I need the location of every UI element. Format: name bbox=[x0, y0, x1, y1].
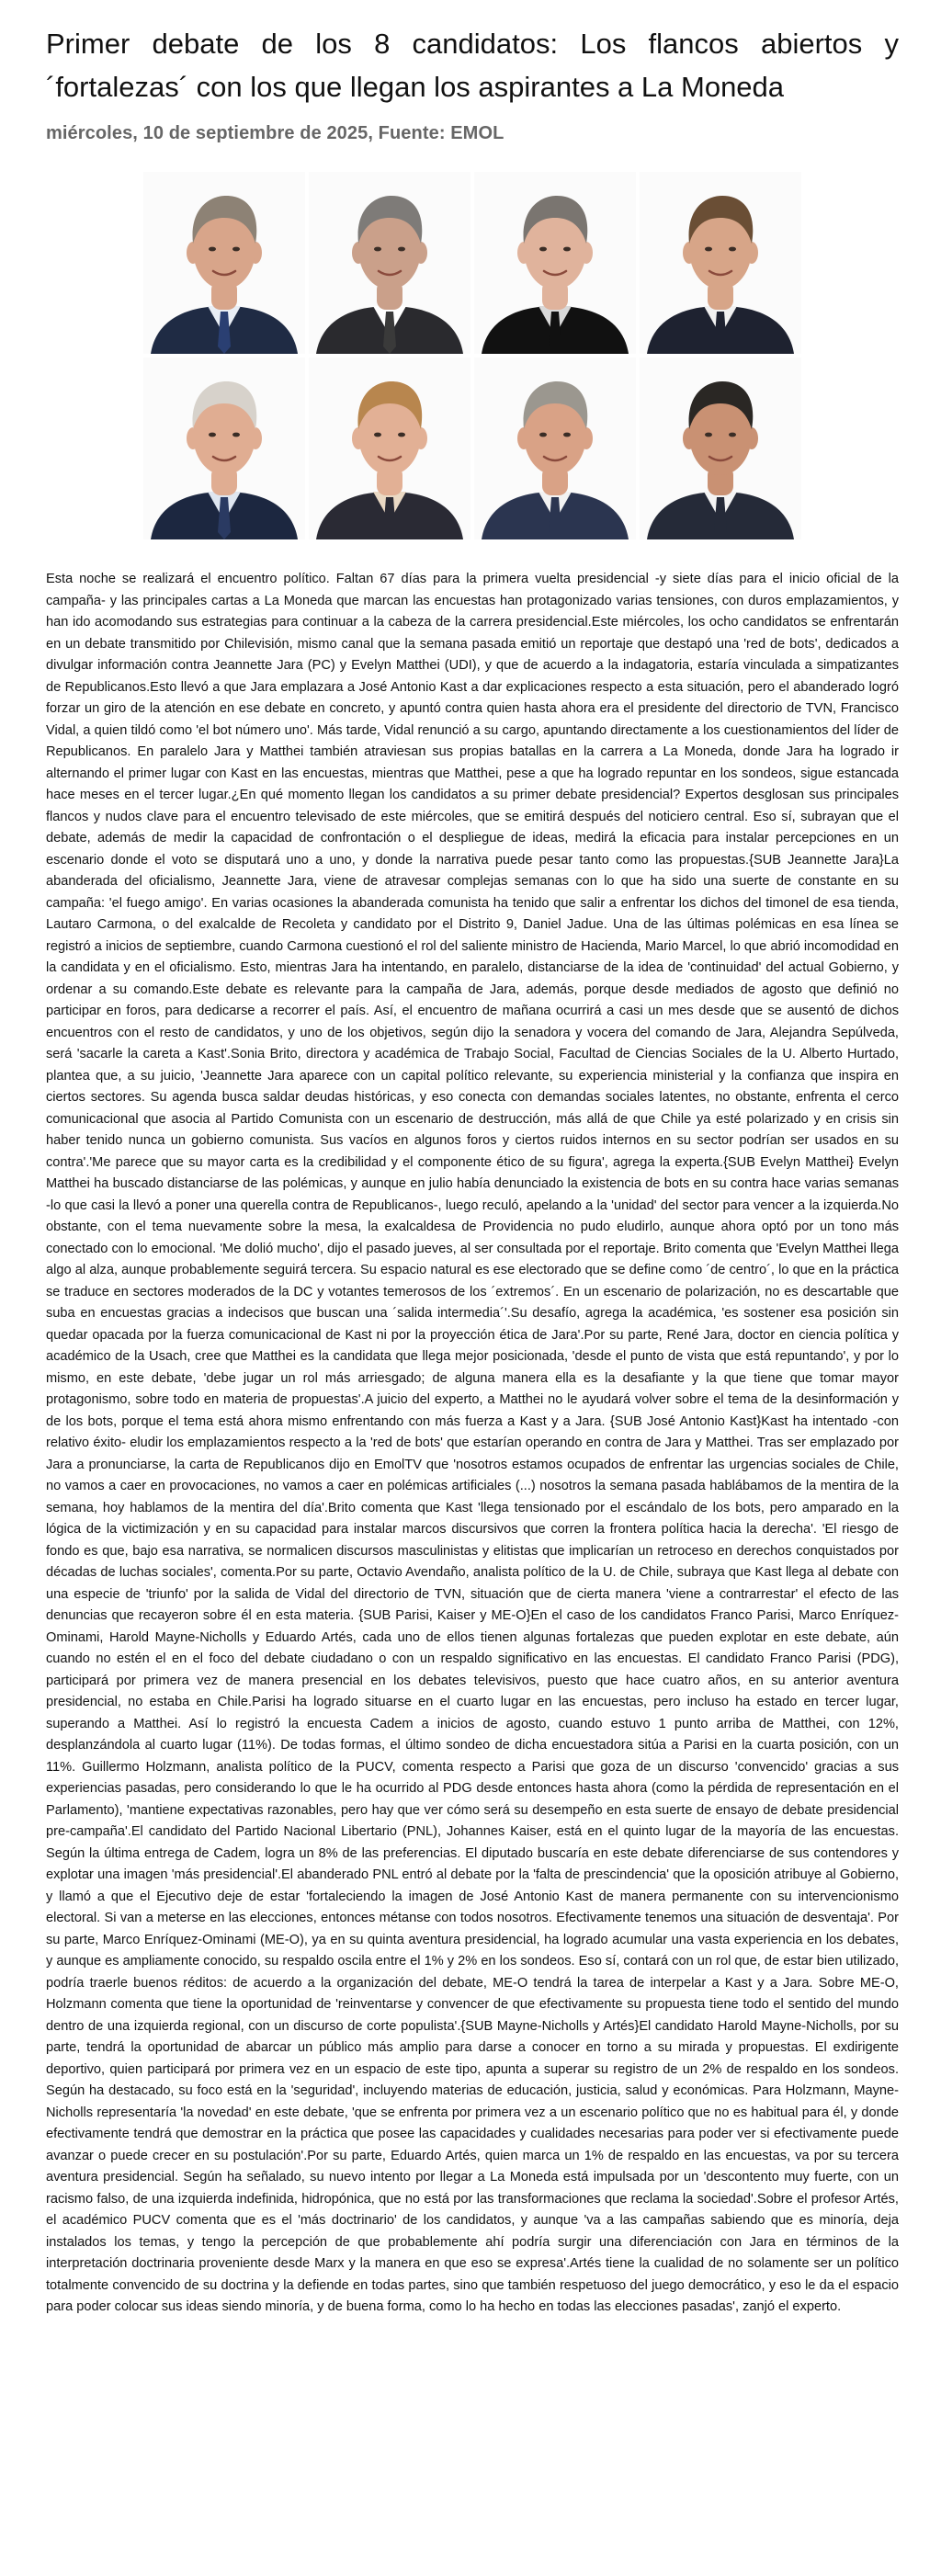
candidate-photo-2 bbox=[309, 172, 470, 354]
eye-shape bbox=[563, 247, 571, 252]
article-date-source: miércoles, 10 de septiembre de 2025, Fuente: EMOL bbox=[46, 123, 505, 143]
eye-shape bbox=[232, 433, 240, 437]
candidate-photo-6 bbox=[309, 357, 470, 539]
eye-shape bbox=[705, 433, 712, 437]
portrait-figure bbox=[474, 357, 636, 539]
portrait-figure bbox=[640, 172, 801, 354]
candidate-photo-7 bbox=[474, 357, 636, 539]
eye-shape bbox=[539, 433, 547, 437]
portrait-figure bbox=[143, 357, 305, 539]
eye-shape bbox=[209, 247, 216, 252]
article-title: Primer debate de los 8 candidatos: Los flancos abiertos y ´fortalezas´ con los que llegan los aspirantes a La Moneda bbox=[46, 28, 899, 103]
eye-shape bbox=[398, 247, 405, 252]
eye-shape bbox=[539, 247, 547, 252]
eye-shape bbox=[563, 433, 571, 437]
candidate-photo-4 bbox=[640, 172, 801, 354]
candidate-photo-1 bbox=[143, 172, 305, 354]
eye-shape bbox=[374, 247, 381, 252]
candidate-photo-3 bbox=[474, 172, 636, 354]
eye-shape bbox=[374, 433, 381, 437]
eye-shape bbox=[232, 247, 240, 252]
portrait-figure bbox=[474, 172, 636, 354]
portrait-figure bbox=[640, 357, 801, 539]
portrait-figure bbox=[143, 172, 305, 354]
portrait-figure bbox=[309, 172, 470, 354]
eye-shape bbox=[729, 433, 736, 437]
eye-shape bbox=[729, 247, 736, 252]
article-body: Esta noche se realizará el encuentro político. Faltan 67 días para la primera vuelta presidencial -y siete días para el inicio oficial de la campaña- y las principales cartas a La Moneda que marcan las encuestas han protagonizado varias tensiones, con duros emplazamientos, y han ido acomodando sus estrategias para continuar a la cabeza de la carrera presidencial.Este miércoles, los ocho candidatos se enfrentarán en un debate transmitido por Chilevisión, mismo canal que la semana pasada emitió un reportaje que destapó una 'red de bots', dedicados a divulgar información contra Jeannette Jara (PC) y Evelyn Matthei (UDI), y que de acuerdo a la indagatoria, estaría vinculada a simpatizantes de Republicanos.Esto llevó a que Jara emplazara a José Antonio Kast a dar explicaciones respecto a esta situación, pero el abanderado logró forzar un giro de la atención en ese debate en concreto, y apuntó contra quien hasta ahora era el presidente del directorio de TVN, Francisco Vidal, a quien tildó como 'el bot número uno'. Más tarde, Vidal renunció a su cargo, apuntando directamente a los cuestionamientos del líder de Republicanos. En paralelo Jara y Matthei también atraviesan sus propias batallas en la carrera a La Moneda, donde Jara ha logrado ir alternando el primer lugar con Kast en las encuestas, mientras que Matthei, pese a que ha logrado repuntar en los sondeos, sigue estancada hace meses en el tercer lugar.¿En qué momento llegan los candidatos a su primer debate presidencial? Expertos desglosan sus principales flancos y nudos clave para el encuentro televisado de este miércoles, que se emitirá después del noticiero central. Eso sí, subrayan que el debate, además de medir la capacidad de confrontación o el despliegue de ideas, medirá la eficacia para instalar percepciones en un escenario donde el voto se disputará uno a uno, y donde la narrativa puede pesar tanto como las propuestas.{SUB Jeannette Jara}La abanderada del oficialismo, Jeannette Jara, viene de atravesar complejas semanas con lo que ha sido una suerte de constante en su campaña: 'el fuego amigo'. En varias ocasiones la abanderada comunista ha tenido que salir a enfrentar los dichos del timonel de esa tienda, Lautaro Carmona, o del exalcalde de Recoleta y candidato por el Distrito 9, Daniel Jadue. Una de las últimas polémicas en esa línea se registró a inicios de septiembre, cuando Carmona cuestionó el rol del saliente ministro de Hacienda, Mario Marcel, lo que abrió incomodidad en la candidata y en el oficialismo. Esto, mientras Jara ha intentando, en paralelo, distanciarse de la idea de 'continuidad' del actual Gobierno, y ordenar a su comando.Este debate es relevante para la campaña de Jara, además, porque desde mediados de agosto que definió no participar en foros, para dedicarse a recorrer el país. Así, el encuentro de mañana ocurrirá a casi un mes desde que se ausentó de dichos encuentros con el resto de candidatos, y uno de los objetivos, según dijo la senadora y vocera del comando de Jara, Alejandra Sepúlveda, será 'sacarle la careta a Kast'.Sonia Brito, directora y académica de Trabajo Social, Facultad de Ciencias Sociales de la U. Alberto Hurtado, plantea que, a su juicio, 'Jeannette Jara aparece con un capital político relevante, su experiencia ministerial y la confianza que inspira en ciertos sectores. Su agenda busca saldar deudas históricas, y eso conecta con demandas sociales latentes, no obstante, enfrenta el cerco comunicacional que asocia al Partido Comunista con un escenario de destrucción, más allá de que Chile ya esté polarizado y en crisis sin haber tenido nunca un gobierno comunista. Sus vacíos en algunos foros y ciertos ruidos internos en su sector podrían ser usados en su contra'.'Me parece que su mayor carta es la credibilidad y el componente ético de su figura', agrega la experta.{SUB Evelyn Matthei} Evelyn Matthei ha buscado distanciarse de las polémicas, y aunque en julio había denunciado la existencia de bots en su contra hace varias semanas -lo que casi la llevó a poner una querella contra de Republicanos-, luego reculó, apelando a la 'unidad' del sector para vencer a la izquierda.No obstante, con el tema nuevamente sobre la mesa, la exalcaldesa de Providencia no pudo eludirlo, aunque ahora optó por un tono más conectado con lo emocional. 'Me dolió mucho', dijo el pasado jueves, al ser consultada por el reportaje. Brito comenta que 'Evelyn Matthei llega algo al alza, aunque probablemente seguirá tercera. Su espacio natural es ese electorado que se define como ´de centro´, lo que en la práctica se traduce en sectores moderados de la DC y votantes temerosos de los ´extremos´. En un escenario de polarización, no es descartable que suba en encuestas gracias a indecisos que buscan una ´salida intermedia´'.Su desafío, agrega la académica, 'es sostener esa posición sin quedar opacada por la fuerza comunicacional de Kast ni por la proyección ética de Jara'.Por su parte, René Jara, doctor en ciencia política y académico de la Usach, cree que Matthei es la candidata que llega mejor posicionada, 'desde el punto de vista que está repuntando', y por lo mismo, en este debate, 'debe jugar un rol más arriesgado; de alguna manera ella es la desafiante y la que tiene que tomar mayor protagonismo, sobre todo en materia de propuestas'.A juicio del experto, a Matthei no le ayudará volver sobre el tema de la desinformación y de los bots, porque el tema está ahora mismo enfrentando con más fuerza a Kast y a Jara. {SUB José Antonio Kast}Kast ha intentado -con relativo éxito- eludir los emplazamientos respecto a la 'red de bots' que estarían operando en contra de Jara y Matthei. Tras ser emplazado por Jara a pronunciarse, la carta de Republicanos dijo en EmolTV que 'nosotros estamos ocupados de enfrentar las urgencias sociales de Chile, no vamos a caer en provocaciones, no vamos a caer en polémicas artificiales (...) nosotros la semana pasada hablábamos de la mentira de la semana, hoy hablamos de la mentira del día'.Brito comenta que Kast 'llega tensionado por el escándalo de los bots, pero amparado en la lógica de la victimización y en su capacidad para instalar marcos discursivos que corren la frontera política hacia la derecha'. 'El riesgo de fondo es que, bajo esa narrativa, se normalicen discursos masculinistas y elitistas que implicarían un retroceso en derechos conquistados por décadas de luchas sociales', comenta.Por su parte, Octavio Avendaño, analista político de la U. de Chile, subraya que Kast llega al debate con una especie de 'triunfo' por la salida de Vidal del directorio de TVN, situación que de cierta manera 'viene a contrarrestar' el efecto de las denuncias que recayeron sobre él en esta materia. {SUB Parisi, Kaiser y ME-O}En el caso de los candidatos Franco Parisi, Marco Enríquez-Ominami, Harold Mayne-Nicholls y Eduardo Artés, cada uno de ellos tienen algunas fortalezas que pueden explotar en este debate, aún cuando no estén el en el foco del debate ciudadano o con un respaldo significativo en las encuestas. El candidato Franco Parisi (PDG), participará por primera vez de manera presencial en los debates televisivos, puesto que hace cuatro años, en su anterior aventura presidencial, no estaba en Chile.Parisi ha logrado situarse en el cuarto lugar en las encuestas, pero incluso ha estado en tercer lugar, superando a Matthei. Así lo registró la encuesta Cadem a inicios de agosto, cuando estuvo 1 punto arriba de Matthei, con 12%, desplanzándola al cuarto lugar (11%). De todas formas, el último sondeo de dicha encuestadora sitúa a Parisi en la cuarta posición, con un 11%. Guillermo Holzmann, analista político de la PUCV, comenta respecto a Parisi que goza de un discurso 'convencido' gracias a sus experiencias pasadas, pero considerando lo que le ha ocurrido al PDG desde entonces hasta ahora (como la pérdida de representación en el Parlamento), 'mantiene expectativas razonables, pero hay que ver cómo será su desempeño en esta suerte de ensayo de debate presidencial pre-campaña'.El candidato del Partido Nacional Libertario (PNL), Johannes Kaiser, está en el quinto lugar de la mayoría de las encuestas. Según la última entrega de Cadem, logra un 8% de las preferencias. El diputado buscaría en este debate diferenciarse de sus contendores y explotar una imagen 'más presidencial'.El abanderado PNL entró al debate por la 'falta de prescindencia' que la oposición atribuye al Gobierno, y llamó a que el Ejecutivo deje de estar 'fortaleciendo la imagen de José Antonio Kast de manera permanente con su intervencionismo electoral. Si van a meterse en las elecciones, entonces métanse con todos nosotros. Efectivamente tenemos una situación de desventaja'. Por su parte, Marco Enríquez-Ominami (ME-O), ya en su quinta aventura presidencial, ha logrado acumular una vasta experiencia en los debates, y aunque es ampliamente conocido, su respaldo oscila entre el 1% y 2% en los sondeos. Eso sí, contará con un rol que, de estar bien utilizado, podría traerle buenos réditos: de acuerdo a la organización del debate, ME-O tendrá la tarea de interpelar a Kast y a Jara. Sobre ME-O, Holzmann comenta que tiene la oportunidad de 'reinventarse y convencer de que efectivamente su propuesta tiene todo el sentido del mundo dentro de una izquierda regional, con un discurso de corte populista'.{SUB Mayne-Nicholls y Artés}El candidato Harold Mayne-Nicholls, por su parte, tendrá la oportunidad de abarcar un público más amplio para darse a conocer en torno a su mirada y propuestas. El exdirigente deportivo, quien participará por primera vez en un espacio de este tipo, apunta a superar su registro de un 2% de respaldo en los sondeos. Según ha destacado, su foco está en la 'seguridad', incluyendo materias de educación, justicia, salud y económicas. Para Holzmann, Mayne-Nicholls representaría 'la novedad' en este debate, 'que se enfrenta por primera vez a un escenario político que no es habitual para él, y donde efectivamente tendrá que demostrar en la práctica que posee las capacidades y cualidades necesarias para poder ver si efectivamente puede avanzar o puede crecer en su postulación'.Por su parte, Eduardo Artés, quien marca un 1% de respaldo en las encuestas, va por su tercera aventura presidencial. Según ha señalado, su nuevo intento por llegar a La Moneda está impulsada por un 'descontento muy fuerte, con un racismo falso, de una izquierda indefinida, hidropónica, que no está por las transformaciones que reclama la sociedad'.Sobre el profesor Artés, el académico PUCV comenta que es el 'más doctrinario' de los candidatos, y aunque 'va a las campañas sabiendo que es minoría, deja instalados los temas, y tengo la percepción de que probablemente ahí podría surgir una diferenciación con Jara en términos de la interpretación doctrinaria proveniente desde Marx y la manera en que eso se expresa'.Artés tiene la cualidad de no solamente ser un político totalmente convencido de su doctrina y la defiende en todas partes, sino que también respetuoso del juego democrático, y eso le da el espacio para poder colocar sus ideas siendo minoría, y de buena forma, como lo ha hecho en todas las elecciones pasadas', zanjó el experto. bbox=[46, 572, 899, 2314]
eye-shape bbox=[398, 433, 405, 437]
portrait-figure bbox=[309, 357, 470, 539]
eye-shape bbox=[209, 433, 216, 437]
candidate-photo-8 bbox=[640, 357, 801, 539]
candidate-photo-5 bbox=[143, 357, 305, 539]
eye-shape bbox=[705, 247, 712, 252]
candidates-photo-grid bbox=[142, 172, 803, 539]
